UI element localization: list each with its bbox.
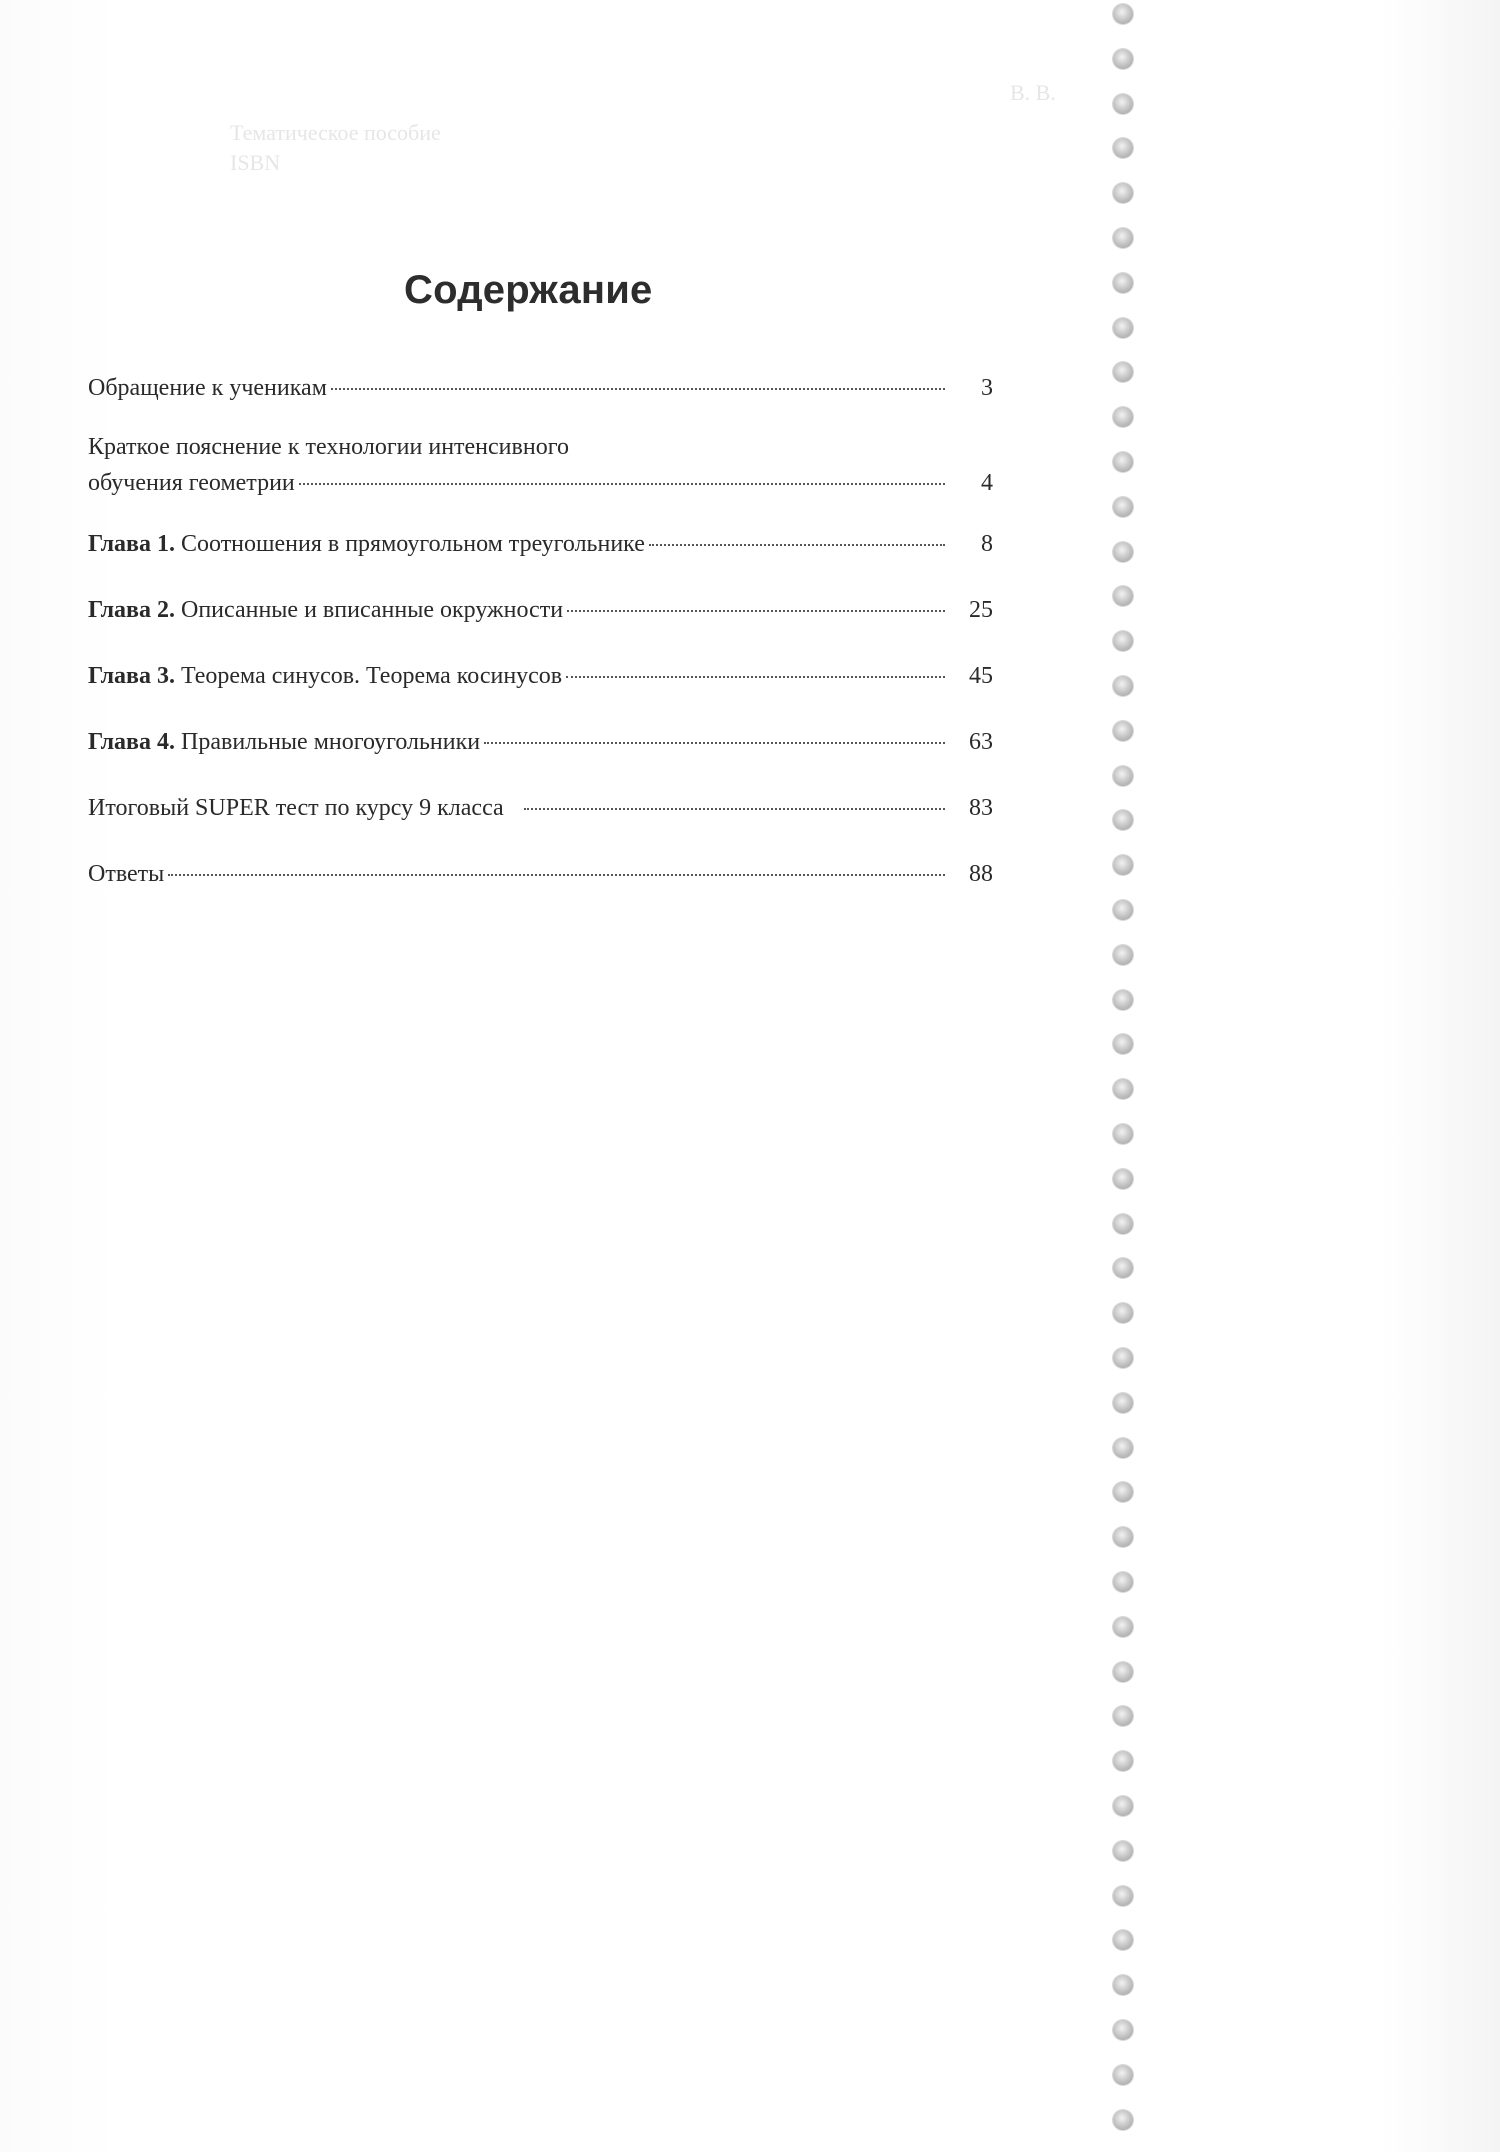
toc-page-number: 83 bbox=[969, 795, 993, 821]
binding-hole bbox=[1113, 1214, 1133, 1234]
toc-entry[interactable] bbox=[88, 431, 993, 499]
toc-entry-title: Обращение к ученикам bbox=[88, 375, 327, 401]
toc-entry[interactable] bbox=[88, 660, 993, 692]
binding-hole bbox=[1113, 900, 1133, 920]
toc-leader-dots bbox=[299, 483, 945, 485]
binding-hole bbox=[1113, 407, 1133, 427]
binding-hole bbox=[1113, 1482, 1133, 1502]
chapter-label: Глава 2. bbox=[88, 597, 175, 623]
binding-hole bbox=[1113, 1393, 1133, 1413]
chapter-label: Глава 4. bbox=[88, 729, 175, 755]
binding-hole bbox=[1113, 855, 1133, 875]
toc-entry[interactable] bbox=[88, 726, 993, 758]
binding-hole bbox=[1113, 945, 1133, 965]
toc-leader-dots bbox=[168, 874, 945, 876]
binding-hole bbox=[1113, 1751, 1133, 1771]
toc-page-number: 8 bbox=[981, 531, 993, 557]
binding-hole bbox=[1113, 1841, 1133, 1861]
binding-hole bbox=[1113, 1348, 1133, 1368]
binding-hole bbox=[1113, 1617, 1133, 1637]
toc-page-number: 25 bbox=[969, 597, 993, 623]
binding-hole bbox=[1113, 586, 1133, 606]
table-of-contents bbox=[88, 372, 993, 890]
toc-page-number: 63 bbox=[969, 729, 993, 755]
binding-hole bbox=[1113, 1886, 1133, 1906]
toc-entry-title: Правильные многоугольники bbox=[181, 729, 481, 755]
toc-entry-title: Итоговый SUPER тест по курсу 9 класса bbox=[88, 795, 504, 821]
binding-hole bbox=[1113, 4, 1133, 24]
binding-hole bbox=[1113, 1975, 1133, 1995]
binding-hole bbox=[1113, 676, 1133, 696]
toc-entry-title-line1: Краткое пояснение к технологии интенсивного bbox=[88, 434, 569, 460]
toc-leader-dots bbox=[567, 610, 945, 612]
binding-hole bbox=[1113, 2065, 1133, 2085]
binding-hole bbox=[1113, 1079, 1133, 1099]
spiral-binding bbox=[1105, 0, 1147, 2152]
toc-entry-title: Ответы bbox=[88, 861, 165, 887]
toc-entry-title: обучения геометрии bbox=[88, 470, 295, 496]
binding-hole bbox=[1113, 318, 1133, 338]
binding-hole bbox=[1113, 1169, 1133, 1189]
binding-hole bbox=[1113, 990, 1133, 1010]
toc-page-number: 88 bbox=[969, 861, 993, 887]
binding-hole bbox=[1113, 766, 1133, 786]
binding-hole bbox=[1113, 1303, 1133, 1323]
toc-leader-dots bbox=[524, 808, 945, 810]
toc-page-number: 45 bbox=[969, 663, 993, 689]
binding-hole bbox=[1113, 1706, 1133, 1726]
toc-entry[interactable] bbox=[88, 594, 993, 626]
show-through-text: В. В. bbox=[1010, 80, 1056, 105]
binding-hole bbox=[1113, 2110, 1133, 2130]
chapter-label: Глава 3. bbox=[88, 663, 175, 689]
binding-hole bbox=[1113, 1438, 1133, 1458]
binding-hole bbox=[1113, 1572, 1133, 1592]
toc-page-number: 3 bbox=[981, 375, 993, 401]
binding-hole bbox=[1113, 1527, 1133, 1547]
toc-leader-dots bbox=[484, 742, 945, 744]
toc-entry-title: Соотношения в прямоугольном треугольнике bbox=[181, 531, 645, 557]
binding-hole bbox=[1113, 452, 1133, 472]
toc-entry[interactable] bbox=[88, 528, 993, 560]
toc-entry[interactable] bbox=[88, 792, 993, 824]
binding-hole bbox=[1113, 1258, 1133, 1278]
binding-hole bbox=[1113, 1034, 1133, 1054]
toc-entry[interactable] bbox=[88, 858, 993, 890]
binding-hole bbox=[1113, 542, 1133, 562]
show-through-text: ISBN bbox=[230, 150, 281, 175]
toc-page-number: 4 bbox=[981, 470, 993, 496]
binding-hole bbox=[1113, 810, 1133, 830]
binding-hole bbox=[1113, 362, 1133, 382]
binding-hole bbox=[1113, 228, 1133, 248]
toc-leader-dots bbox=[566, 676, 945, 678]
toc-entry[interactable] bbox=[88, 372, 993, 404]
binding-hole bbox=[1113, 94, 1133, 114]
binding-hole bbox=[1113, 721, 1133, 741]
binding-hole bbox=[1113, 273, 1133, 293]
binding-hole bbox=[1113, 1662, 1133, 1682]
toc-entry-title: Описанные и вписанные окружности bbox=[181, 597, 564, 623]
binding-hole bbox=[1113, 183, 1133, 203]
toc-entry-title: Теорема синусов. Теорема косинусов bbox=[181, 663, 563, 689]
binding-hole bbox=[1113, 2020, 1133, 2040]
toc-leader-dots bbox=[331, 388, 945, 390]
page-title: Содержание bbox=[404, 268, 653, 312]
binding-hole bbox=[1113, 49, 1133, 69]
show-through-text: Тематическое пособие bbox=[230, 120, 441, 145]
binding-hole bbox=[1113, 631, 1133, 651]
chapter-label: Глава 1. bbox=[88, 531, 175, 557]
binding-hole bbox=[1113, 1796, 1133, 1816]
binding-hole bbox=[1113, 138, 1133, 158]
binding-hole bbox=[1113, 497, 1133, 517]
binding-hole bbox=[1113, 1930, 1133, 1950]
binding-hole bbox=[1113, 1124, 1133, 1144]
toc-leader-dots bbox=[649, 544, 945, 546]
